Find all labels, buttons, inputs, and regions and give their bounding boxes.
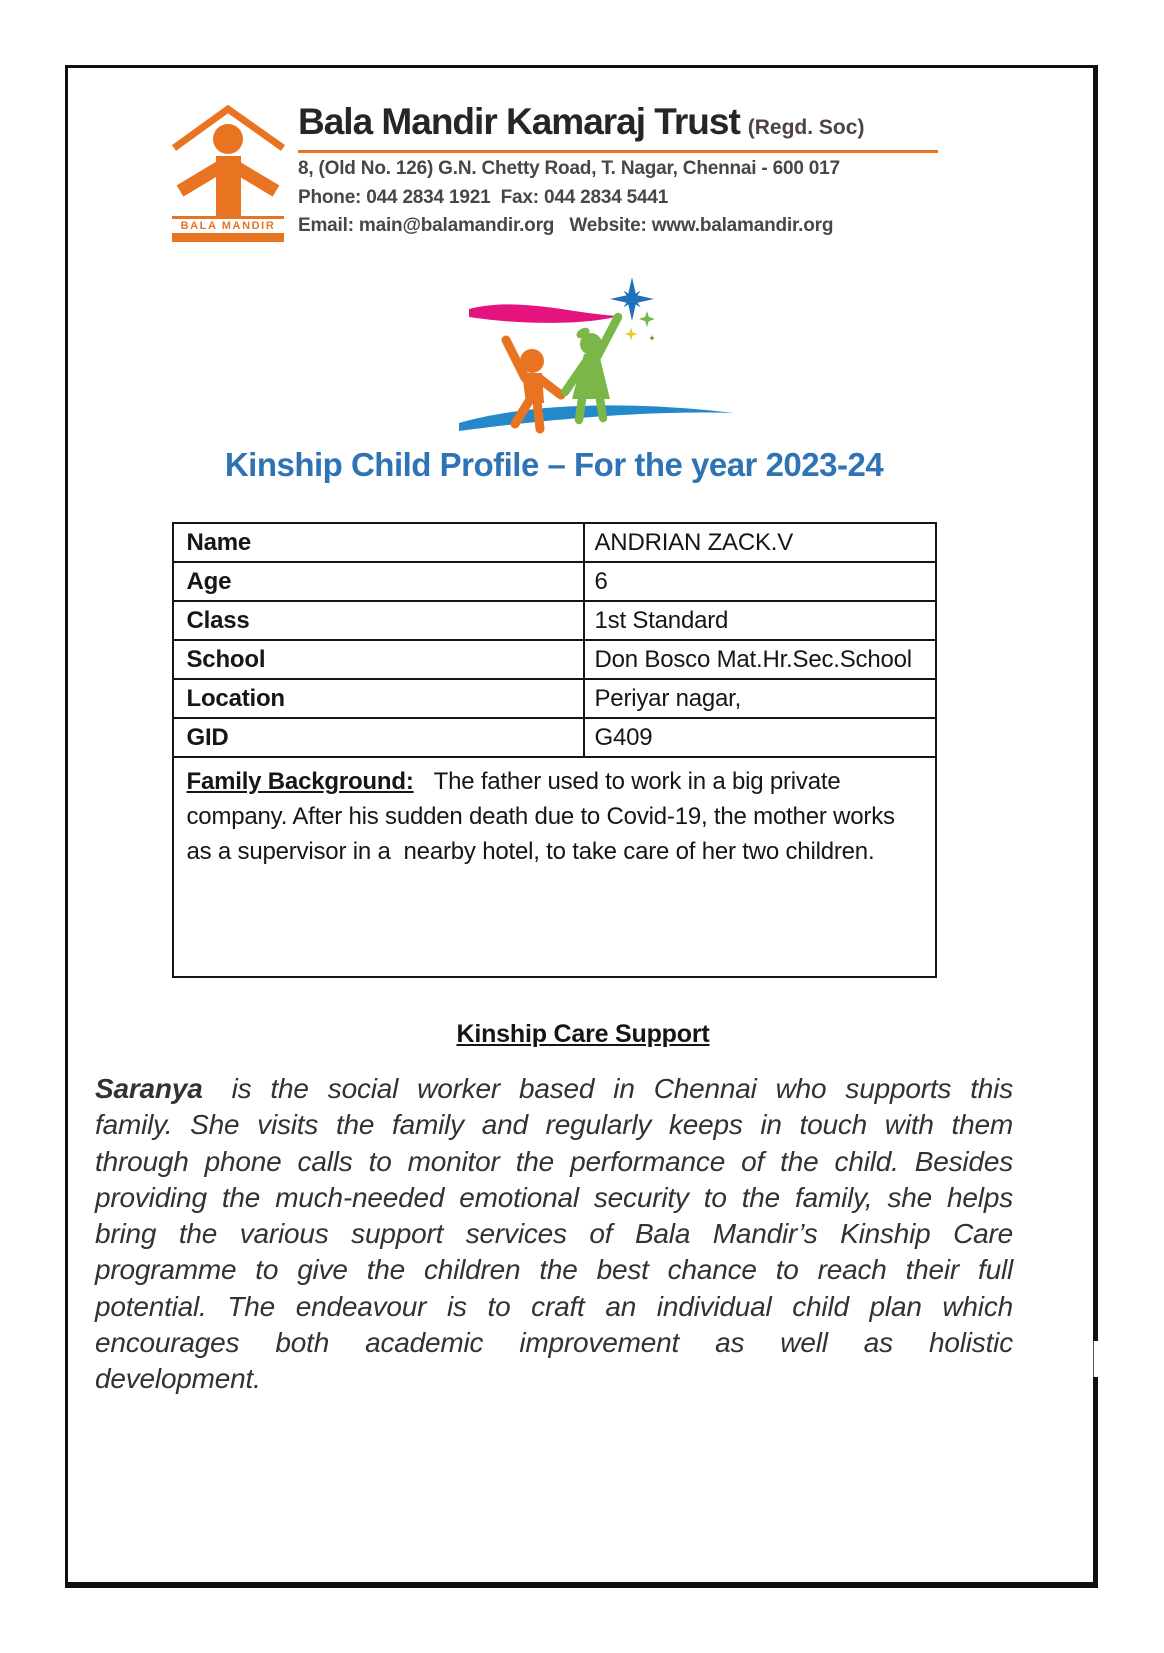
profile-field-label: Name	[173, 523, 584, 562]
family-background-row	[173, 757, 936, 977]
profile-field-value: Don Bosco Mat.Hr.Sec.School	[584, 640, 936, 679]
table-row	[173, 679, 936, 718]
orange-divider	[298, 150, 938, 153]
page-content	[95, 98, 1013, 1398]
org-text-block	[298, 98, 938, 242]
profile-field-value: ANDRIAN ZACK.V	[584, 523, 936, 562]
child-profile-table	[172, 522, 937, 978]
org-address: 8, (Old No. 126) G.N. Chetty Road, T. Nagar, Chennai - 600 017	[298, 158, 840, 179]
letterhead	[165, 98, 1013, 242]
family-background-label: Family Background:	[186, 768, 414, 795]
org-phone-fax: Phone: 044 2834 1921 Fax: 044 2834 5441	[298, 186, 669, 208]
profile-field-label: School	[173, 640, 584, 679]
children-dancing-logo	[445, 252, 745, 442]
profile-field-label: GID	[173, 718, 584, 757]
support-paragraph-text: is the social worker based in Chennai who supports this family. She visits the family and regularly keeps in touch with them through phone calls to monitor the performance of the child. Besides providing the much-needed emotional security to the family, she helps bring the various support services of Bala Mandir’s Kinship Care programme to give the children the best chance to reach their full potential. The endeavour is to craft an individual child plan which encourages both academic improvement as well as holistic development.	[95, 1073, 1013, 1395]
children-dancing-icon	[445, 252, 745, 442]
social-worker-name: Saranya	[95, 1073, 203, 1104]
profile-field-value: 6	[584, 562, 936, 601]
table-row	[173, 562, 936, 601]
table-row	[173, 601, 936, 640]
table-row	[173, 640, 936, 679]
house-person-icon	[165, 98, 292, 216]
org-logo-caption: BALA MANDIR	[172, 216, 284, 242]
profile-field-value: Periyar nagar,	[584, 679, 936, 718]
org-registration-suffix: (Regd. Soc)	[747, 116, 865, 139]
family-background-cell	[173, 757, 936, 977]
document-page	[65, 65, 1098, 1588]
org-email-website: Email: main@balamandir.org Website: www.balamandir.org	[298, 215, 834, 236]
org-logo	[165, 98, 292, 242]
table-row	[173, 523, 936, 562]
family-background-text: The father used to work in a big private company. After his sudden death due to Covid-19, the mother works as a supervisor in a nearby hotel, to take care of her two children.	[186, 768, 902, 865]
org-name: Bala Mandir Kamaraj Trust	[298, 101, 740, 142]
scan-artifact	[1093, 1341, 1098, 1377]
section-heading: Kinship Care Support	[456, 1020, 710, 1048]
profile-field-label: Class	[173, 601, 584, 640]
support-paragraph	[95, 1071, 1013, 1398]
profile-field-label: Age	[173, 562, 584, 601]
profile-field-label: Location	[173, 679, 584, 718]
profile-field-value: G409	[584, 718, 936, 757]
profile-field-value: 1st Standard	[584, 601, 936, 640]
org-name-row	[298, 101, 938, 143]
table-row	[173, 718, 936, 757]
document-title: Kinship Child Profile – For the year 2023-24	[224, 446, 884, 483]
